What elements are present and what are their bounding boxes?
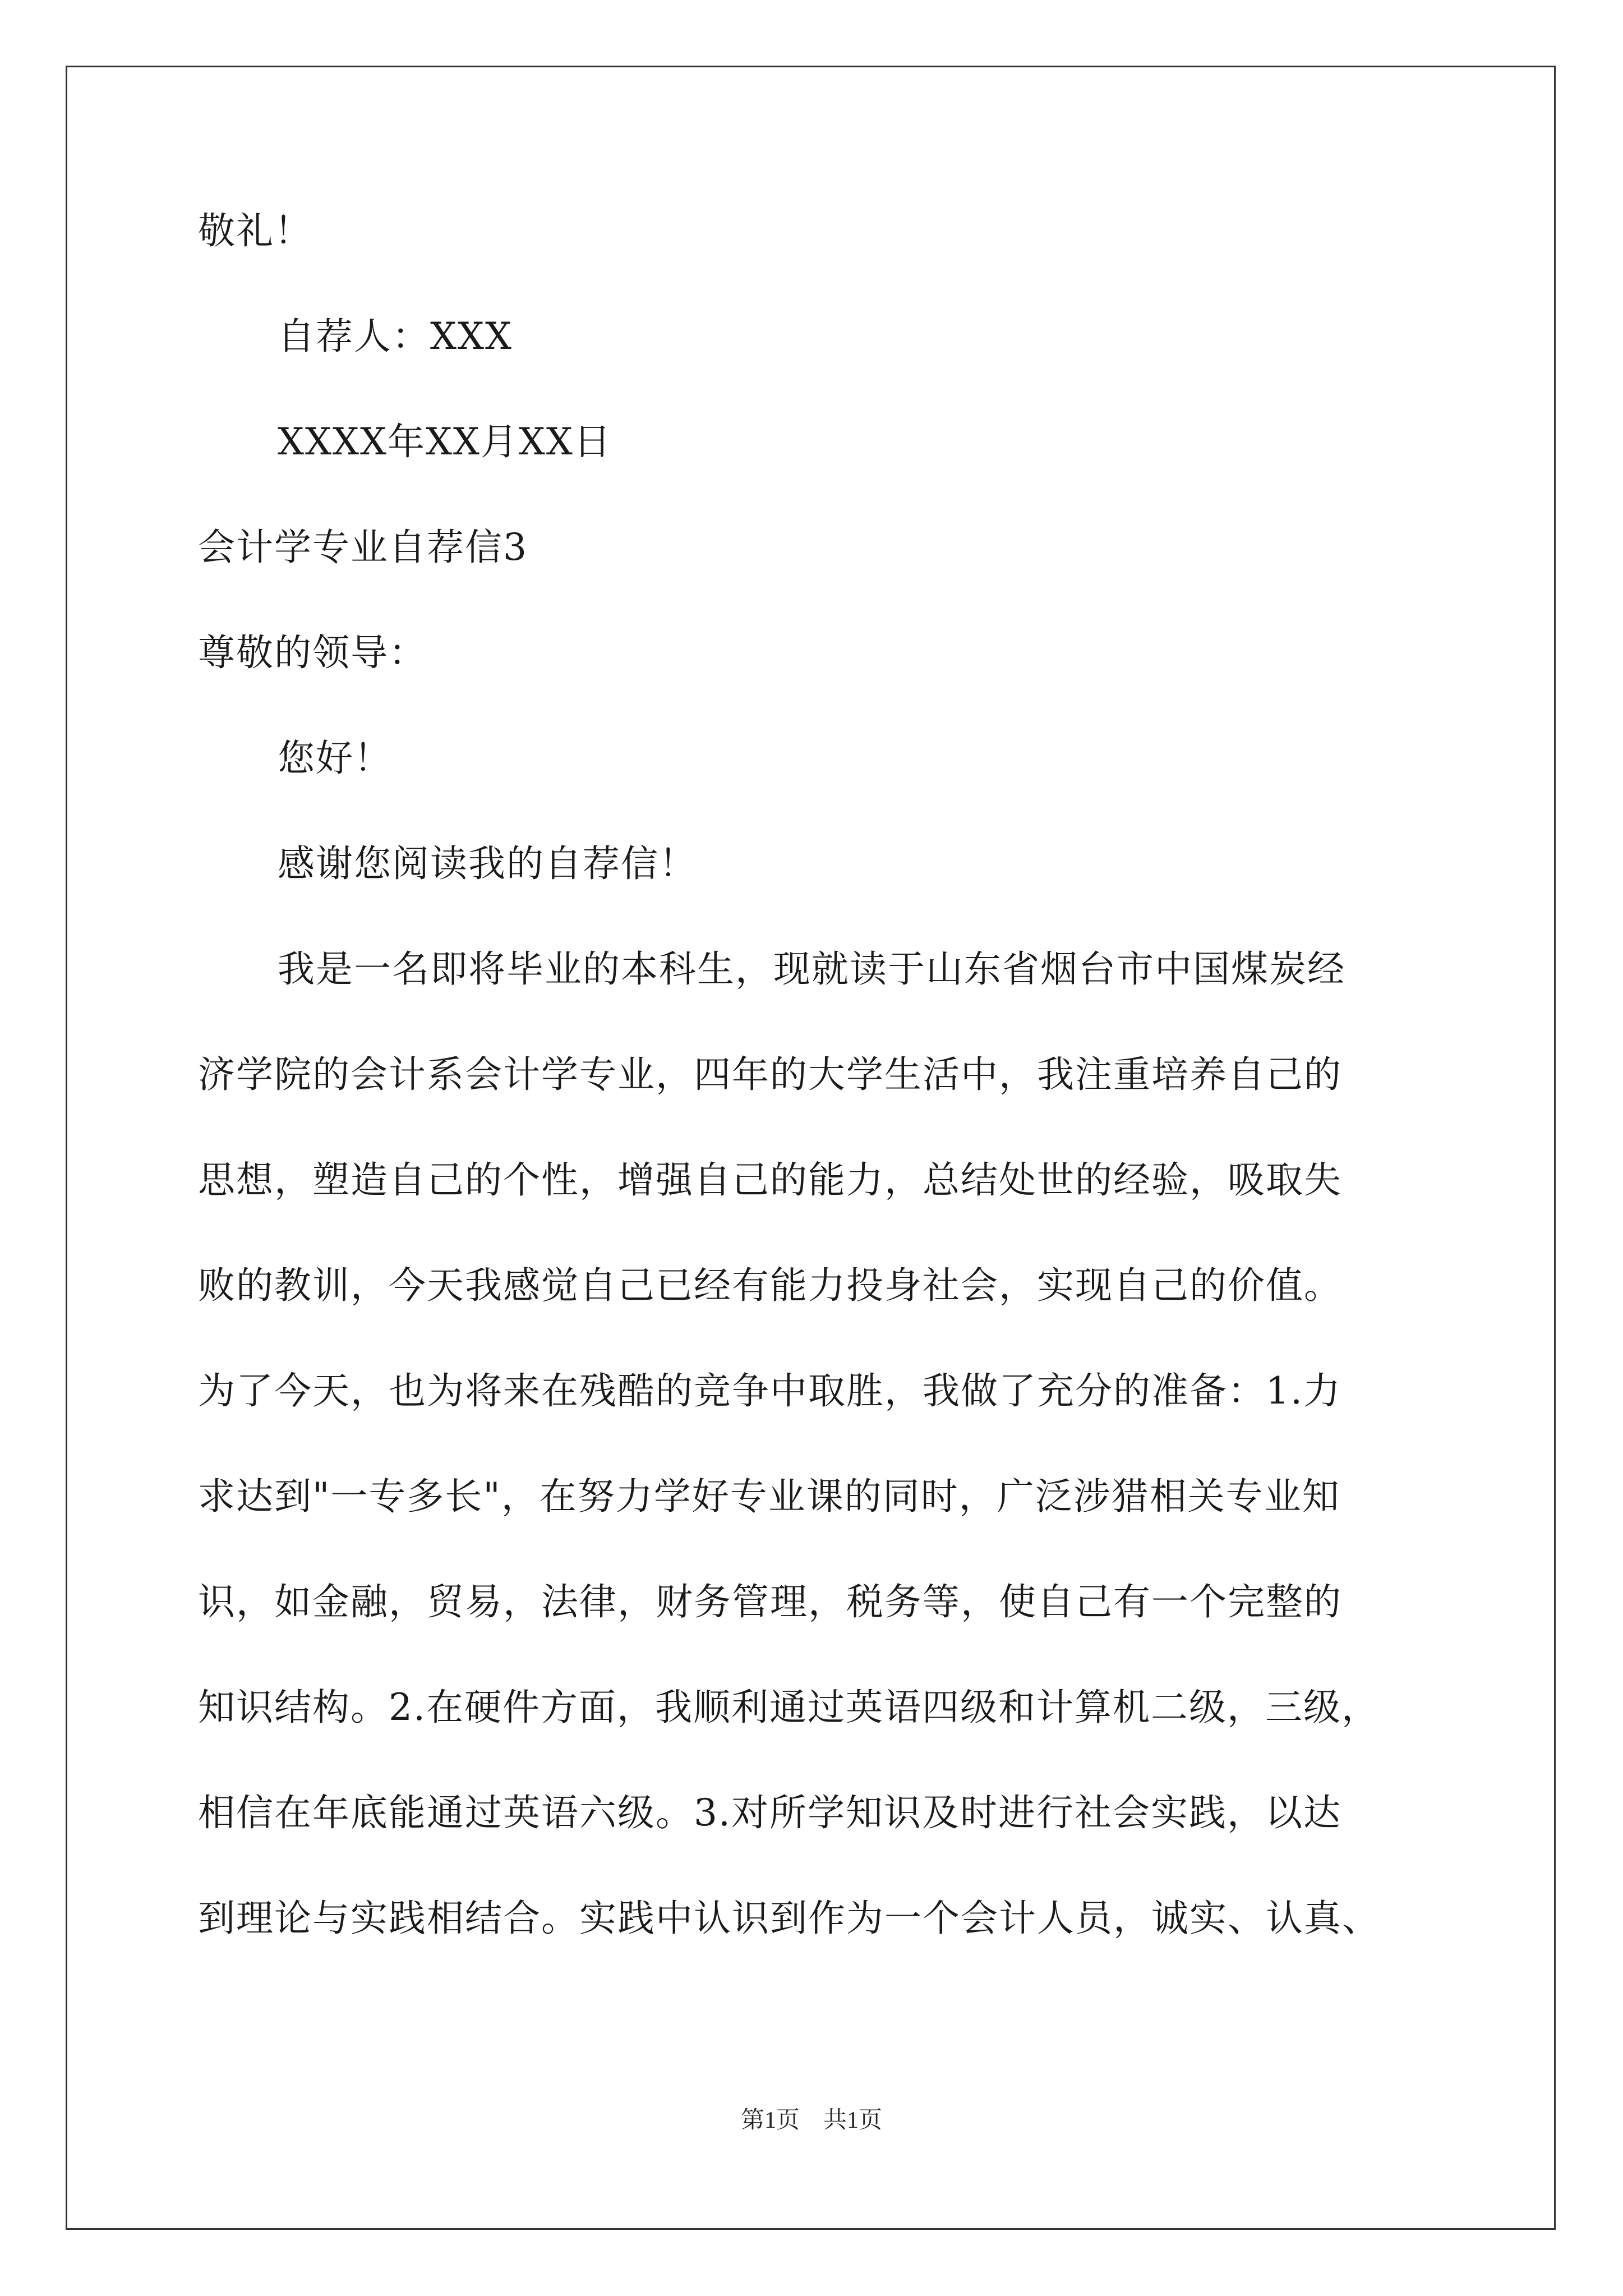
paragraph-line: 知识结构。2.在硬件方面，我顺利通过英语四级和计算机二级，三级， — [198, 1686, 1380, 1729]
salutation: 尊敬的领导： — [198, 631, 427, 674]
paragraph-line: 到理论与实践相结合。实践中认识到作为一个会计人员，诚实、认真、 — [198, 1897, 1380, 1940]
paragraph-line: 识，如金融，贸易，法律，财务管理，税务等，使自己有一个完整的 — [198, 1580, 1342, 1623]
paragraph-line: 济学院的会计系会计学专业，四年的大学生活中，我注重培养自己的 — [198, 1053, 1342, 1096]
greeting: 您好！ — [278, 737, 392, 780]
date-line: XXXX年XX月XX日 — [278, 420, 612, 463]
paragraph-line: 相信在年底能通过英语六级。3.对所学知识及时进行社会实践，以达 — [198, 1791, 1341, 1834]
letter-heading: 会计学专业自荐信3 — [198, 526, 528, 569]
signature-line: 自荐人：XXX — [278, 315, 513, 358]
closing-salutation: 敬礼！ — [198, 209, 312, 252]
paragraph-line: 我是一名即将毕业的本科生，现就读于山东省烟台市中国煤炭经 — [278, 947, 1345, 991]
page-number-footer: 第1页 共1页 — [740, 2108, 882, 2133]
paragraph-line: 感谢您阅读我的自荐信！ — [278, 842, 697, 885]
paragraph-line: 求达到"一专多长"，在努力学好专业课的同时，广泛涉猎相关专业知 — [198, 1475, 1340, 1518]
paragraph-line: 败的教训，今天我感觉自己已经有能力投身社会，实现自己的价值。 — [198, 1264, 1342, 1307]
paragraph-line: 思想，塑造自己的个性，增强自己的能力，总结处世的经验，吸取失 — [198, 1158, 1342, 1202]
paragraph-line: 为了今天，也为将来在残酷的竞争中取胜，我做了充分的准备：1.力 — [198, 1369, 1341, 1412]
